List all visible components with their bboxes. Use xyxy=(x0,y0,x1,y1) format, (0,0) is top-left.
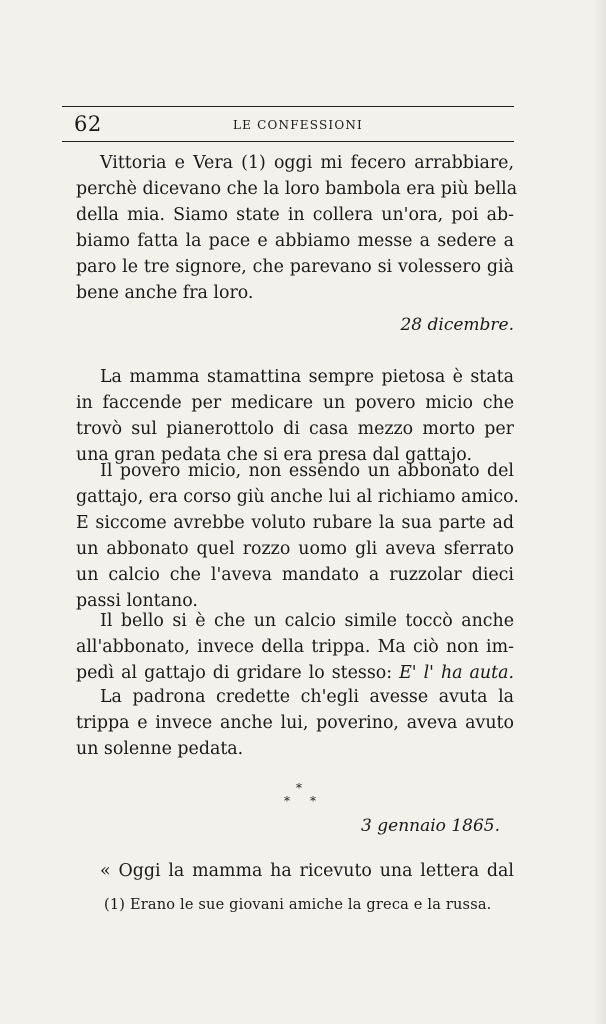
paragraph xyxy=(76,684,514,762)
header-bottom-rule xyxy=(62,141,514,142)
text-line-start: pedì al gattajo di gridare lo stesso: xyxy=(76,663,393,683)
text-line: Vittoria e Vera (1) oggi mi fecero arrabbiare, xyxy=(100,153,514,173)
text-line: trippa e invece anche lui, poverino, aveva avuto xyxy=(76,713,514,733)
paragraph xyxy=(76,458,519,614)
text-line: un abbonato quel rozzo uomo gli aveva sferrato xyxy=(76,539,514,559)
footnote: (1) Erano le sue giovani amiche la greca e la russa. xyxy=(104,897,492,913)
running-title: LE CONFESSIONI xyxy=(233,118,363,132)
section-asterism xyxy=(277,778,327,812)
text-line: trovò sul pianerottolo di casa mezzo morto per xyxy=(76,419,514,439)
text-line: La mamma stamattina sempre pietosa è stata xyxy=(100,367,514,387)
text-line: La padrona credette ch'egli avesse avuta la xyxy=(100,687,514,707)
text-line: « Oggi la mamma ha ricevuto una lettera dal xyxy=(100,861,514,881)
text-line: perchè dicevano che la loro bambola era più bella xyxy=(76,179,518,199)
paragraph xyxy=(76,608,514,686)
running-head xyxy=(74,112,510,140)
asterisk: * xyxy=(310,794,316,808)
text-line: passi lontano. xyxy=(76,591,198,611)
paragraph-continuation xyxy=(76,150,518,310)
text-line: Il povero micio, non essendo un abbonato del xyxy=(100,461,514,481)
text-line: paro le tre signore, che parevano si volessero già xyxy=(76,257,514,277)
text-line: in faccende per medicare un povero micio che xyxy=(76,393,514,413)
paragraph xyxy=(76,364,514,468)
date-heading: 28 dicembre. xyxy=(400,315,514,335)
text-line: all'abbonato, invece della trippa. Ma ciò non im- xyxy=(76,637,514,657)
paragraph xyxy=(76,858,514,884)
text-line: un calcio che l'aveva mandato a ruzzolar dieci xyxy=(76,565,514,585)
text-line: gattajo, era corso giù anche lui al richiamo amico. xyxy=(76,487,519,507)
asterisk: * xyxy=(296,781,302,795)
header-top-rule xyxy=(62,106,514,107)
text-line: della mia. Siamo state in collera un'ora, poi ab- xyxy=(76,205,514,225)
text-line: bene anche fra loro. xyxy=(76,283,254,303)
text-line: biamo fatta la pace e abbiamo messe a sedere a xyxy=(76,231,514,251)
text-line-with-quote xyxy=(76,660,514,686)
italic-quote: E' l' ha auta. xyxy=(399,663,514,683)
page-edge-shadow xyxy=(592,0,606,1024)
text-line: un solenne pedata. xyxy=(76,739,244,759)
asterisk: * xyxy=(284,794,290,808)
date-heading: 3 gennaio 1865. xyxy=(361,816,500,836)
text-line: una gran pedata che si era presa dal gattajo. xyxy=(76,445,473,465)
text-line: E siccome avrebbe voluto rubare la sua parte ad xyxy=(76,513,514,533)
page-number: 62 xyxy=(74,112,102,136)
text-line: Il bello si è che un calcio simile toccò anche xyxy=(100,611,514,631)
